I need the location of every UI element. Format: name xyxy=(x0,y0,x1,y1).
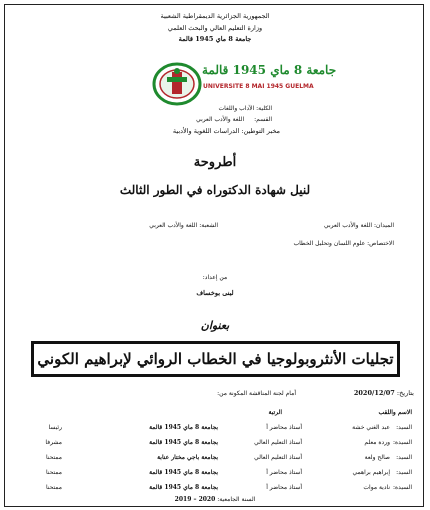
committee-row xyxy=(0,469,430,479)
member-rank: أستاذ محاضر أ xyxy=(266,469,302,476)
defense-date-line xyxy=(354,389,414,397)
member-role: مشرفا xyxy=(45,439,62,446)
member-institution: بجامعة 8 ماي 1945 قالمة xyxy=(149,484,218,491)
member-rank: أستاذ محاضر أ xyxy=(266,484,302,491)
member-name: صالح ولعة xyxy=(364,454,390,461)
column-name-header: الاسم واللقب xyxy=(378,409,412,416)
committee-row xyxy=(0,454,430,464)
member-role: ممتحنا xyxy=(45,484,62,491)
member-role: ممتحنا xyxy=(45,454,62,461)
defense-date-label: بتاريخ: xyxy=(396,389,414,397)
committee-row xyxy=(0,439,430,449)
university-logo-icon xyxy=(152,62,202,106)
domain-line: الميدان: اللغة والأدب العربي xyxy=(323,222,394,229)
lab-line xyxy=(173,127,280,135)
academic-year: 2020 – 2019 xyxy=(174,496,216,503)
member-institution: بجامعة 8 ماي 1945 قالمة xyxy=(149,469,218,476)
member-title: السيد: xyxy=(396,469,412,476)
lab-label: مخبر التوطين: xyxy=(241,127,280,135)
specialty-line: الاختصاص: علوم اللسان وتحليل الخطاب xyxy=(293,240,394,247)
thesis-degree: لنيل شهادة الدكتوراه في الطور الثالث xyxy=(119,183,311,197)
member-title: السيد: xyxy=(396,424,412,431)
academic-year-label: السنة الجامعية: xyxy=(217,496,256,503)
university-line: جامعة 8 ماي 1945 قالمة xyxy=(178,35,252,43)
branch-line: الشعبة: اللغة والأدب العربي xyxy=(149,222,218,229)
republic-line: الجمهورية الجزائرية الديمقراطية الشعبية xyxy=(160,12,270,20)
member-title: السيدة: xyxy=(393,439,412,446)
department-name: اللغة والأدب العربي xyxy=(196,116,245,123)
committee-row xyxy=(0,484,430,494)
member-rank: أستاذ محاضر أ xyxy=(266,424,302,431)
committee-label: أمام لجنة المناقشة المكونة من: xyxy=(217,390,296,397)
lab-name: الدراسات اللغوية والأدبية xyxy=(172,127,240,135)
member-title: السيدة: xyxy=(393,484,412,491)
title-label: بعنوان xyxy=(200,319,230,332)
member-rank: أستاذ التعليم العالي xyxy=(254,454,302,461)
member-institution: بجامعة 8 ماي 1945 قالمة xyxy=(149,439,218,446)
member-name: إبراهيم براهمي xyxy=(352,469,390,476)
member-name: نادية موات xyxy=(363,484,390,491)
column-rank-header: الرتبة xyxy=(268,409,282,416)
department-line xyxy=(196,116,272,123)
thesis-title: تجليات الأنثروبولوجيا في الخطاب الروائي لإبراهيم الكوني xyxy=(31,341,400,377)
academic-year-line xyxy=(0,496,430,503)
department-label: القسم: xyxy=(254,116,272,123)
member-name: وردة معلم xyxy=(364,439,390,446)
member-institution: بجامعة 8 ماي 1945 قالمة xyxy=(149,424,218,431)
defense-date: 2020/12/07 xyxy=(353,389,395,397)
committee-row xyxy=(0,424,430,434)
member-role: ممتحنا xyxy=(45,469,62,476)
member-rank: أستاذ التعليم العالي xyxy=(254,439,302,446)
member-name: عبد الغني خشة xyxy=(352,424,390,431)
prepared-by-label: من إعداد: xyxy=(202,274,228,281)
member-title: السيد: xyxy=(396,454,412,461)
ministry-line: وزارة التعليم العالي والبحث العلمي xyxy=(167,24,263,32)
member-role: رئيسا xyxy=(48,424,62,431)
logo-text-arabic: جامعة 8 ماي 1945 قالمة xyxy=(202,63,337,77)
thesis-type: أطروحة xyxy=(193,155,237,170)
author-name: لبنى بوخساف xyxy=(196,289,234,297)
member-institution: بجامعة باجي مختار عنابة xyxy=(157,454,218,461)
faculty-line: الكلية: الآداب واللغات xyxy=(218,105,272,112)
logo-text-french: UNIVERSITE 8 MAI 1945 GUELMA xyxy=(203,83,314,90)
